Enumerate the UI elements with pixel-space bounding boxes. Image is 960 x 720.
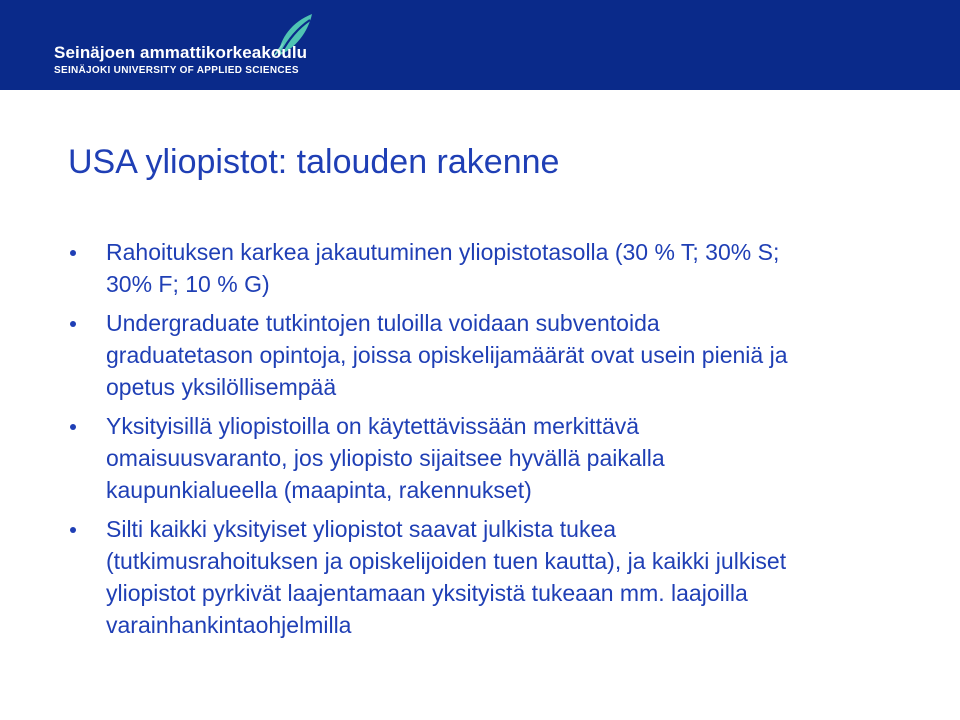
bullet-item [68,513,918,641]
bullet-dot-icon [70,527,76,533]
logo-name: Seinäjoen ammattikorkeakoulu [54,43,308,62]
bullet-text-line: varainhankintaohjelmilla [106,612,352,638]
bullet-text-line: graduatetason opintoja, joissa opiskelijamäärät ovat usein pieniä ja [106,342,788,368]
bullet-text-line: (tutkimusrahoituksen ja opiskelijoiden tuen kautta), ja kaikki julkiset [106,548,787,574]
slide-title: USA yliopistot: talouden rakenne [68,143,560,181]
bullet-text-line: 30% F; 10 % G) [106,271,270,297]
bullet-dot-icon [70,424,76,430]
bullet-dot-icon [70,250,76,256]
header-banner [0,0,960,90]
bullet-text-line: yliopistot pyrkivät laajentamaan yksityistä tukeaan mm. laajoilla [106,580,748,606]
bullet-text-line: Rahoituksen karkea jakautuminen yliopistotasolla (30 % T; 30% S; [106,239,780,265]
bullet-text-line: kaupunkialueella (maapinta, rakennukset) [106,477,532,503]
bullet-text-line: omaisuusvaranto, jos yliopisto sijaitsee hyvällä paikalla [106,445,665,471]
bullet-text-line: Undergraduate tutkintojen tuloilla voidaan subventoida [106,310,660,336]
university-logo[interactable] [54,12,314,82]
bullet-dot-icon [70,321,76,327]
bullet-text-line: Yksityisillä yliopistoilla on käytettävissään merkittävä [106,413,640,439]
bullet-item [68,410,918,506]
bullet-list [68,236,918,648]
bullet-item [68,307,918,403]
bullet-text-line: opetus yksilöllisempää [106,374,337,400]
bullet-text-line: Silti kaikki yksityiset yliopistot saavat julkista tukea [106,516,617,542]
bullet-item [68,236,918,300]
logo-subtitle: SEINÄJOKI UNIVERSITY OF APPLIED SCIENCES [54,65,299,76]
